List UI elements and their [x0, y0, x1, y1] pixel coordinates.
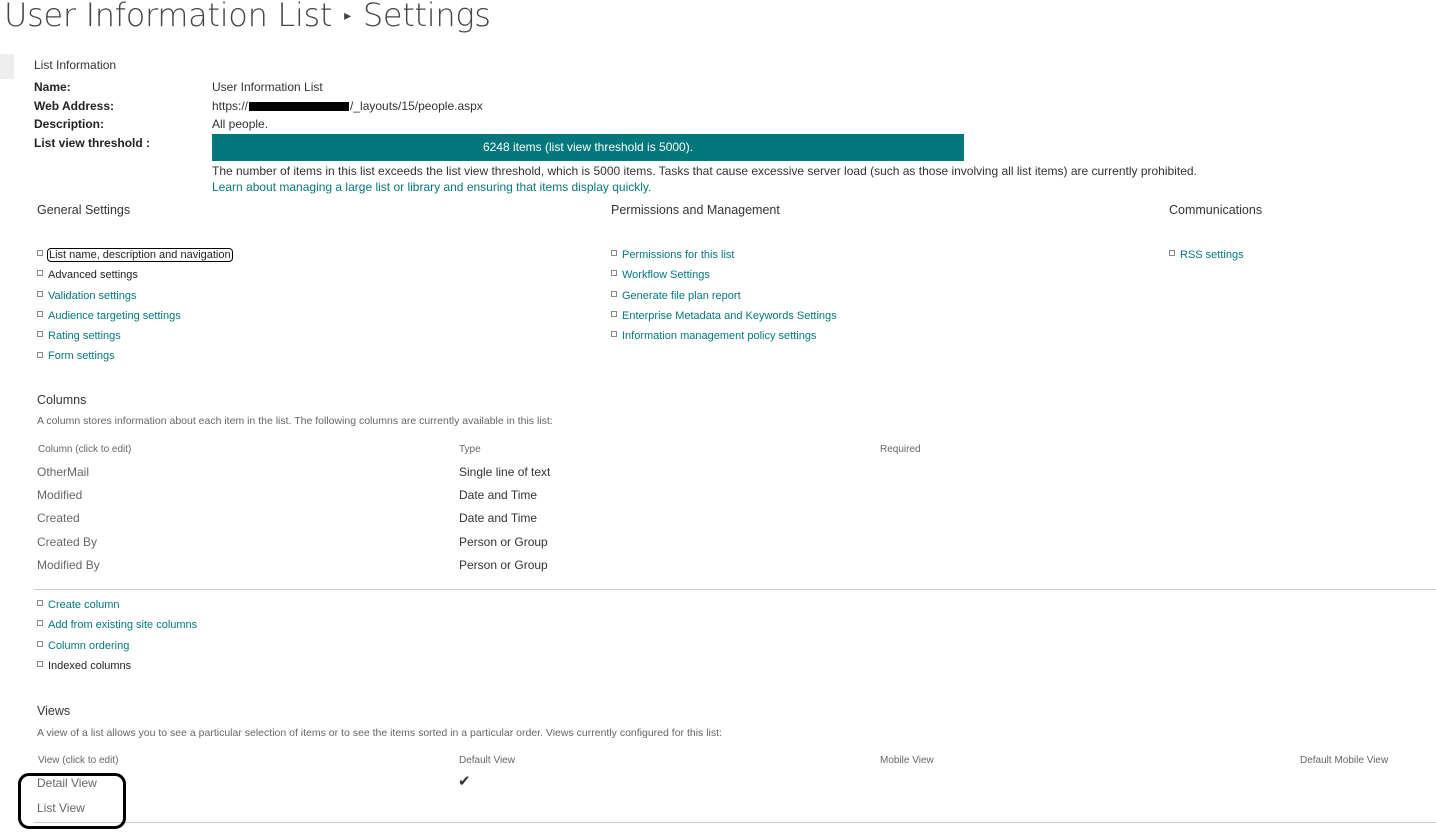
general-settings-list: [37, 248, 232, 370]
permissions-for-this-list-link[interactable]: Permissions for this list: [622, 249, 735, 261]
workflow-settings-link[interactable]: Workflow Settings: [622, 269, 710, 282]
list-item: [611, 329, 837, 349]
column-modified[interactable]: Modified: [37, 488, 83, 502]
threshold-text: The number of items in this list exceeds the list view threshold, which is 5000 items. Tasks that cause excessive server load (such as those involving all list items) are currently prohibited.: [212, 164, 1197, 178]
list-item: [611, 248, 837, 268]
general-settings-heading: General Settings: [37, 203, 131, 217]
advanced-settings-link[interactable]: Advanced settings: [48, 269, 138, 282]
column-type: Single line of text: [459, 465, 551, 479]
columns-description: A column stores information about each item in the list. The following columns are currently available in this list:: [37, 415, 553, 427]
columns-heading: Columns: [37, 393, 87, 407]
validation-settings-link[interactable]: Validation settings: [48, 289, 137, 302]
list-item: [37, 329, 232, 349]
threshold-learn-link[interactable]: Learn about managing a large list or library and ensuring that items display quickly.: [212, 180, 652, 194]
page-title: [4, 0, 491, 34]
square-bullet-icon: [611, 250, 617, 256]
square-bullet-icon: [37, 331, 43, 337]
square-bullet-icon: [611, 270, 617, 276]
threshold-label: List view threshold :: [34, 136, 151, 150]
list-item: [37, 659, 197, 679]
column-created[interactable]: Created: [37, 511, 80, 525]
name-value: User Information List: [212, 80, 323, 94]
list-item: [611, 309, 837, 329]
list-item: [37, 248, 232, 268]
square-bullet-icon: [611, 291, 617, 297]
square-bullet-icon: [37, 661, 43, 667]
description-label: Description:: [34, 117, 105, 131]
view-header-mobile: Mobile View: [880, 755, 934, 766]
list-item: [37, 639, 197, 659]
permissions-list: [611, 248, 837, 349]
views-divider: [34, 822, 1436, 823]
audience-targeting-settings-link[interactable]: Audience targeting settings: [48, 309, 181, 322]
list-item: [37, 289, 232, 309]
square-bullet-icon: [1169, 250, 1175, 256]
list-item: [37, 618, 197, 638]
column-created-by[interactable]: Created By: [37, 535, 98, 549]
square-bullet-icon: [37, 641, 43, 647]
redaction-bar: [249, 102, 349, 111]
page-subtitle: Settings: [362, 0, 491, 34]
communications-heading: Communications: [1169, 203, 1263, 217]
square-bullet-icon: [611, 331, 617, 337]
list-item: [1169, 248, 1244, 268]
view-header-name: View (click to edit): [38, 755, 119, 766]
annotation-highlight: [18, 773, 126, 829]
web-address-prefix: https://: [212, 99, 249, 113]
column-actions-list: [37, 598, 197, 679]
column-type: Date and Time: [459, 488, 538, 502]
view-header-default-mobile: Default Mobile View: [1300, 755, 1389, 766]
create-column-link[interactable]: Create column: [48, 599, 120, 611]
square-bullet-icon: [37, 352, 43, 358]
permissions-heading: Permissions and Management: [611, 203, 780, 217]
list-item: [37, 349, 232, 369]
square-bullet-icon: [37, 250, 43, 256]
web-address-value: [212, 99, 483, 113]
generate-file-plan-report-link[interactable]: Generate file plan report: [622, 289, 741, 302]
list-item: [611, 268, 837, 288]
rating-settings-link[interactable]: Rating settings: [48, 330, 121, 343]
column-header-name: Column (click to edit): [38, 444, 132, 455]
communications-list: [1169, 248, 1244, 268]
column-type: Date and Time: [459, 511, 538, 525]
column-header-type: Type: [459, 444, 481, 455]
list-title[interactable]: User Information List: [4, 0, 333, 34]
column-type: Person or Group: [459, 558, 548, 572]
enterprise-metadata-keywords-link[interactable]: Enterprise Metadata and Keywords Settings: [622, 309, 837, 322]
square-bullet-icon: [37, 620, 43, 626]
column-modified-by[interactable]: Modified By: [37, 558, 100, 572]
list-item: [37, 309, 232, 329]
square-bullet-icon: [37, 600, 43, 606]
add-site-columns-link[interactable]: Add from existing site columns: [48, 619, 198, 632]
left-nav-strip: [0, 54, 14, 79]
form-settings-link[interactable]: Form settings: [48, 350, 115, 363]
web-address-label: Web Address:: [34, 99, 115, 113]
information-management-policy-link[interactable]: Information management policy settings: [622, 330, 817, 343]
column-ordering-link[interactable]: Column ordering: [48, 639, 130, 652]
list-item: [611, 289, 837, 309]
square-bullet-icon: [37, 311, 43, 317]
indexed-columns-link[interactable]: Indexed columns: [48, 659, 132, 672]
name-label: Name:: [34, 80, 71, 94]
list-item: [37, 268, 232, 288]
column-header-required: Required: [880, 444, 921, 455]
checkmark-icon: ✔: [458, 773, 471, 790]
square-bullet-icon: [37, 270, 43, 276]
view-list-view[interactable]: List View: [37, 801, 85, 815]
breadcrumb-separator-icon: ▸: [344, 8, 351, 24]
threshold-banner: 6248 items (list view threshold is 5000).: [212, 134, 964, 161]
view-detail-view[interactable]: Detail View: [37, 776, 97, 790]
description-value: All people.: [212, 117, 269, 131]
square-bullet-icon: [37, 291, 43, 297]
view-header-default: Default View: [459, 755, 515, 766]
rss-settings-link[interactable]: RSS settings: [1180, 249, 1244, 261]
columns-divider: [34, 589, 1436, 590]
column-type: Person or Group: [459, 535, 548, 549]
list-information-heading: List Information: [34, 58, 117, 72]
views-description: A view of a list allows you to see a particular selection of items or to see the items sorted in a particular order. Views currently configured for this list:: [37, 727, 722, 739]
list-item: [37, 598, 197, 618]
column-othermail[interactable]: OtherMail: [37, 465, 90, 479]
square-bullet-icon: [611, 311, 617, 317]
web-address-suffix: /_layouts/15/people.aspx: [350, 99, 483, 113]
list-name-description-navigation-link[interactable]: List name, description and navigation: [49, 249, 231, 261]
views-heading: Views: [37, 704, 71, 718]
